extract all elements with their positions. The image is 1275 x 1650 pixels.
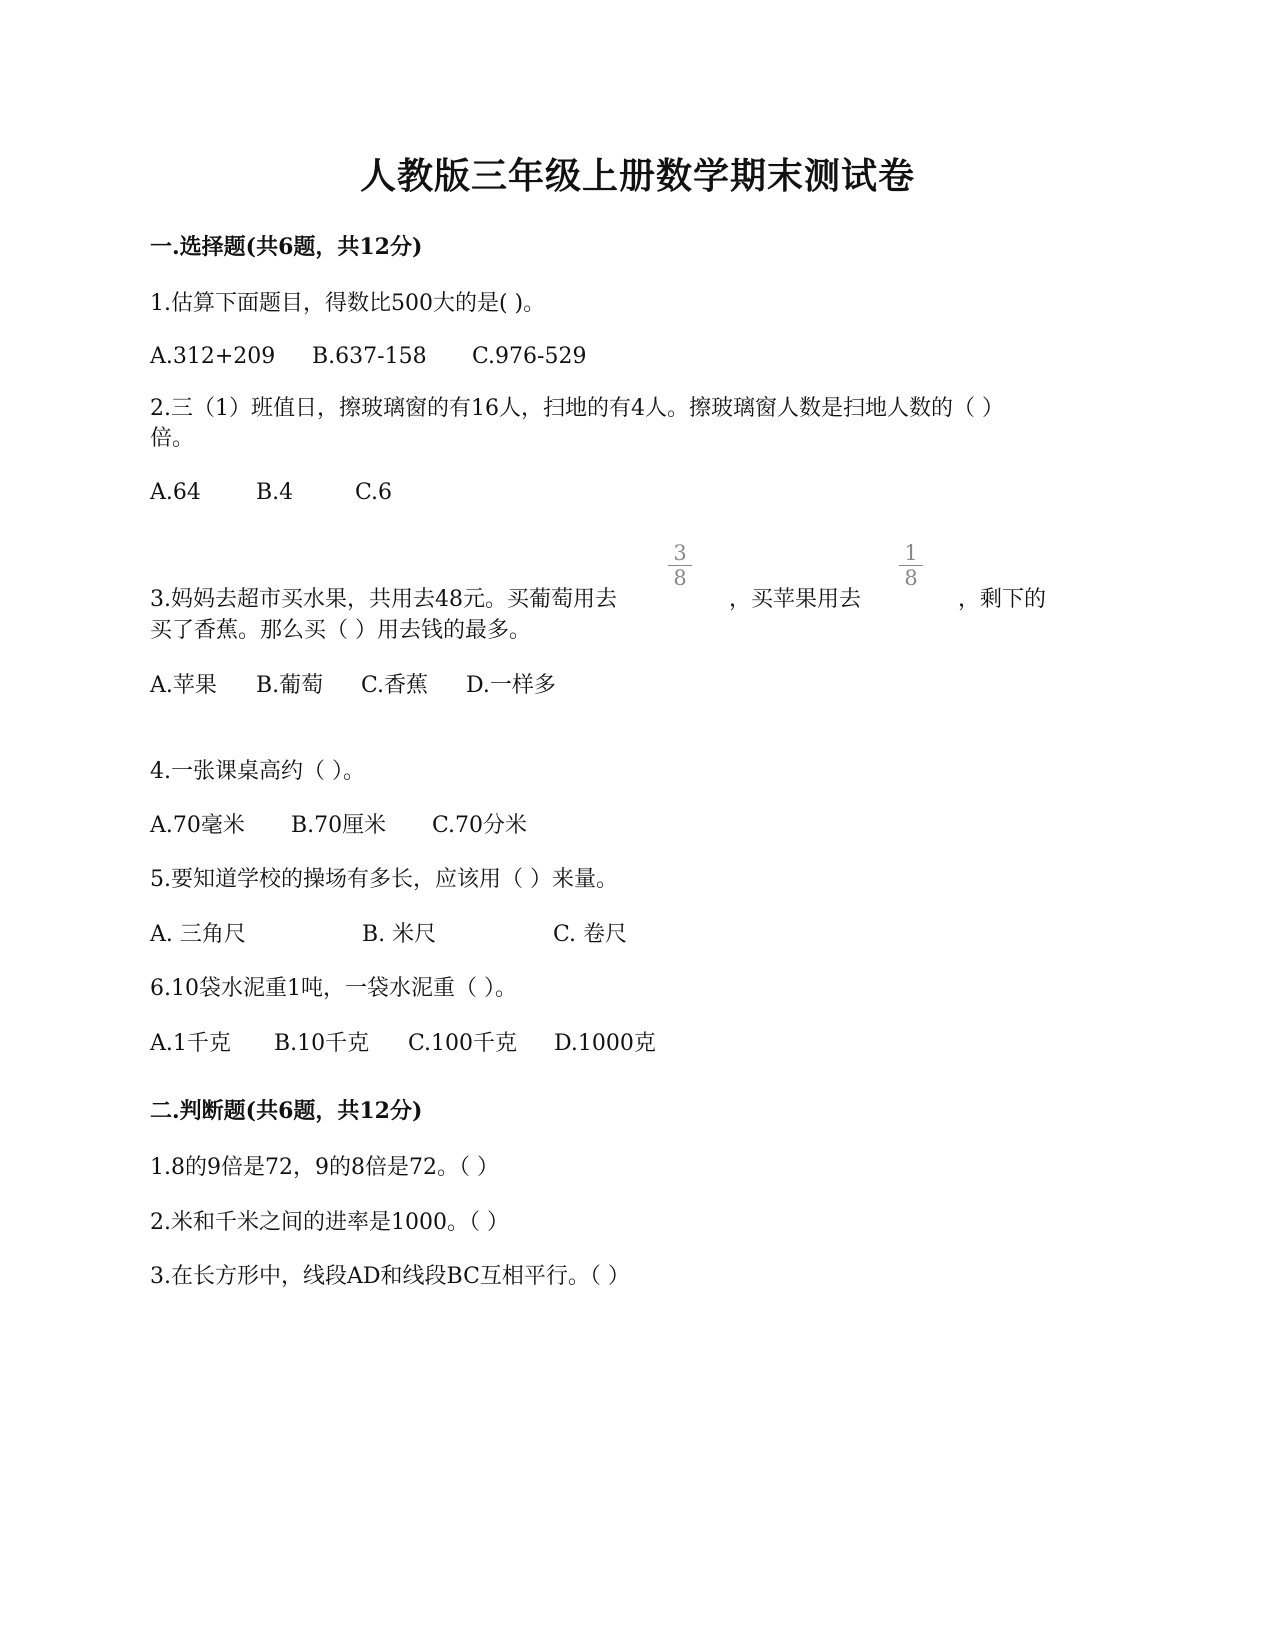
option-b: B.4: [256, 480, 294, 505]
question-3-text-mid: ，买苹果用去: [729, 587, 862, 612]
option-c: C.70分米: [432, 813, 528, 838]
option-a: A.312+209: [150, 344, 276, 369]
fraction-denominator: 8: [904, 566, 918, 590]
option-c: C.香蕉: [361, 673, 429, 698]
option-d: D.一样多: [466, 673, 556, 698]
fraction-grapes: [668, 542, 692, 589]
option-c: C.100千克: [408, 1031, 518, 1056]
option-b: B.葡萄: [256, 673, 324, 698]
option-c: C.976-529: [472, 344, 587, 369]
option-b: B.70厘米: [291, 813, 387, 838]
option-a: A. 三角尺: [150, 922, 246, 947]
option-b: B.637-158: [312, 344, 427, 369]
section-heading-judgement: 二.判断题(共6题，共12分): [150, 1098, 423, 1124]
question-2-text-cont: 倍。: [150, 426, 195, 451]
judgement-3-text: 3.在长方形中，线段AD和线段BC互相平行。（ ）: [150, 1264, 630, 1289]
question-3-text-end: ，剩下的: [958, 587, 1047, 612]
fraction-numerator: 3: [673, 541, 687, 565]
fraction-apples: [899, 542, 923, 589]
section-heading-choice: 一.选择题(共6题，共12分): [150, 234, 423, 260]
option-a: A.70毫米: [150, 813, 245, 838]
judgement-2-text: 2.米和千米之间的进率是1000。（ ）: [150, 1210, 509, 1235]
question-6-text: 6.10袋水泥重1吨，一袋水泥重（ ）。: [150, 976, 517, 1001]
option-b: B. 米尺: [362, 922, 437, 947]
option-d: D.1000克: [554, 1031, 656, 1056]
page-title: 人教版三年级上册数学期末测试卷: [359, 155, 915, 197]
judgement-1-text: 1.8的9倍是72，9的8倍是72。（ ）: [150, 1155, 499, 1180]
question-3-text: 3.妈妈去超市买水果，共用去48元。买葡萄用去: [150, 587, 617, 612]
question-4-text: 4.一张课桌高约（ ）。: [150, 759, 365, 784]
option-a: A.苹果: [150, 673, 217, 698]
option-b: B.10千克: [274, 1031, 370, 1056]
question-1-text: 1.估算下面题目，得数比500大的是( )。: [150, 291, 546, 316]
option-c: C.6: [355, 480, 393, 505]
option-c: C. 卷尺: [553, 922, 628, 947]
fraction-denominator: 8: [673, 566, 687, 590]
question-2-text: 2.三（1）班值日，擦玻璃窗的有16人，扫地的有4人。擦玻璃窗人数是扫地人数的（ ）: [150, 396, 1004, 421]
option-a: A.1千克: [150, 1031, 231, 1056]
fraction-numerator: 1: [904, 541, 918, 565]
question-5-text: 5.要知道学校的操场有多长，应该用（ ）来量。: [150, 867, 618, 892]
question-3-text-cont: 买了香蕉。那么买（ ）用去钱的最多。: [150, 618, 531, 643]
option-a: A.64: [150, 480, 201, 505]
